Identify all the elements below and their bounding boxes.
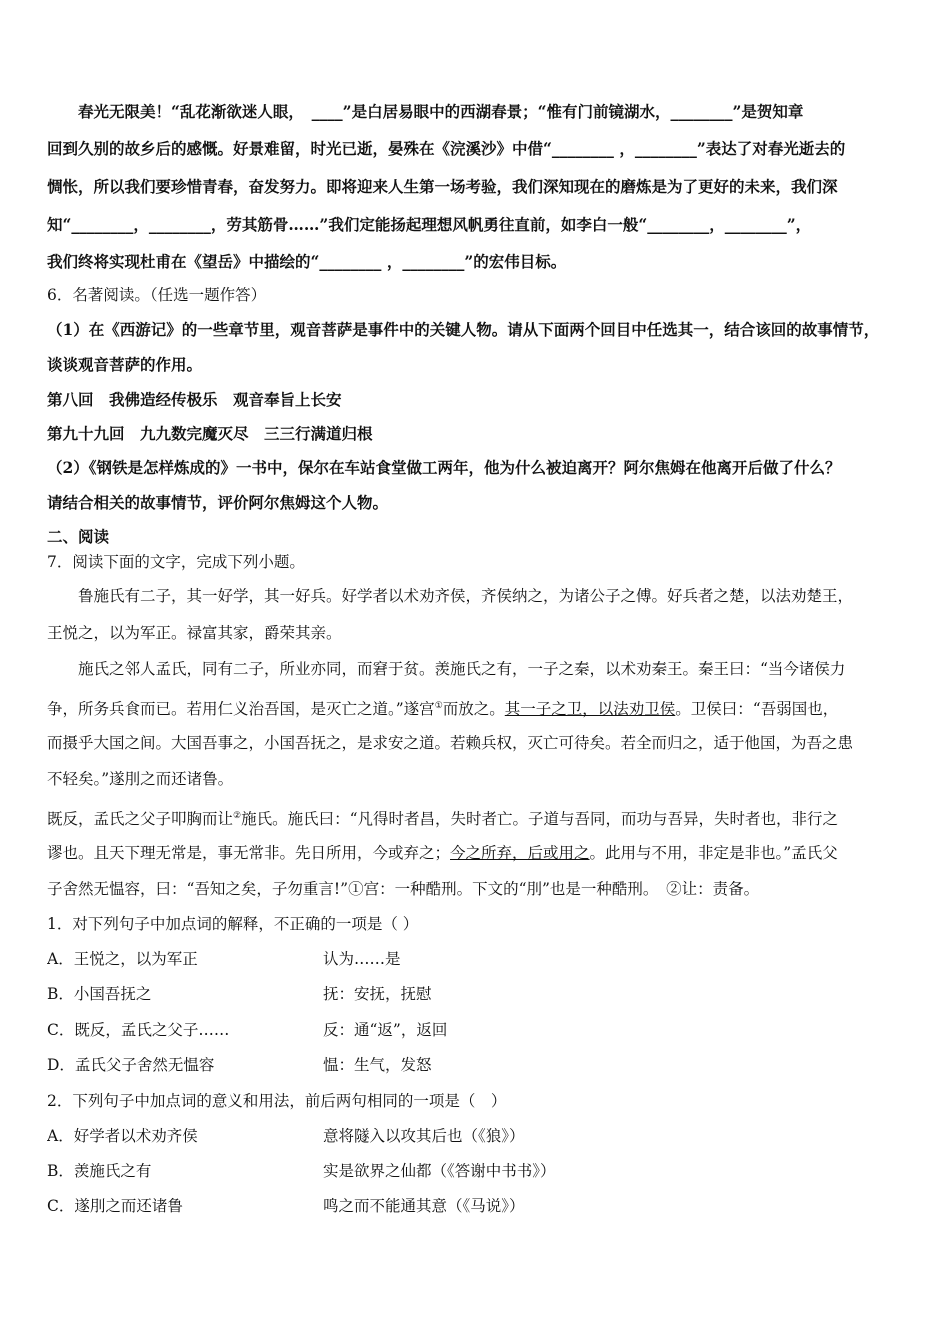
footnote-mark-2: ② bbox=[233, 811, 242, 821]
option-c-explanation: 反：通“返”，返回 bbox=[323, 1021, 448, 1039]
option-a-sentence: A．好学者以术劝齐侯 bbox=[47, 1127, 198, 1145]
passage-line-7 bbox=[47, 806, 913, 829]
passage-line-2: 王悦之，以为军正。禄富其家，爵荣其亲。 bbox=[47, 624, 342, 642]
option-a-comparison: 意将隧入以攻其后也（《狼》） bbox=[323, 1127, 525, 1145]
option-b-sentence: B．小国吾抚之 bbox=[47, 985, 152, 1003]
chapter-99-title: 第九十九回 九九数完魔灭尽 三三行满道归根 bbox=[47, 424, 373, 443]
subquestion-2-option-b bbox=[47, 1161, 913, 1181]
question-6-part1-line2: 谈谈观音菩萨的作用。 bbox=[47, 355, 203, 374]
subquestion-2-option-c bbox=[47, 1196, 913, 1216]
underlined-sentence-1: 其一子之卫，以法劝卫侯 bbox=[504, 700, 676, 719]
option-a-sentence: A．王悦之，以为军正 bbox=[47, 950, 198, 968]
option-c-sentence: C．既反，孟氏之父子…… bbox=[47, 1021, 230, 1039]
passage-line-8 bbox=[47, 843, 913, 863]
passage-line-3: 施氏之邻人孟氏，同有二子，所业亦同，而窘于贫。羡施氏之有，一子之秦，以术劝秦王。秦王曰：“当今诸侯力 bbox=[78, 660, 846, 678]
poem-fill-line-5: 我们终将实现杜甫在《望岳》中描绘的“________ ，________”的宏伟目标。 bbox=[47, 252, 567, 271]
option-d-sentence: D．孟氏父子舍然无愠容 bbox=[47, 1056, 215, 1074]
subquestion-1-option-c bbox=[47, 1020, 913, 1040]
subquestion-2-option-a bbox=[47, 1126, 913, 1146]
passage-line-4-start: 争，所务兵食而已。若用仁义治吾国，是灭亡之道。”遂宫 bbox=[47, 700, 435, 719]
poem-fill-line-3: 惆怅，所以我们要珍惜青春，奋发努力。即将迎来人生第一场考验，我们深知现在的磨炼是为了更好的未来，我们深 bbox=[47, 177, 838, 196]
passage-line-8-end: 。此用与不用，非定是非也。”孟氏父 bbox=[589, 844, 838, 862]
question-6-title: 6．名著阅读。（任选一题作答） bbox=[47, 286, 267, 304]
option-b-comparison: 实是欲界之仙都（《答谢中书书》） bbox=[323, 1162, 556, 1180]
chapter-8-title: 第八回 我佛造经传极乐 观音奉旨上长安 bbox=[47, 390, 342, 409]
subquestion-1-title: 1．对下列句子中加点词的解释，不正确的一项是（ ） bbox=[47, 915, 419, 933]
poem-fill-line-4: 知“________，________，劳其筋骨……”我们定能扬起理想风帆勇往直前，如李白一般“________，________”， bbox=[47, 215, 812, 234]
section-reading-heading: 二、阅读 bbox=[47, 527, 110, 546]
option-a-explanation: 认为……是 bbox=[323, 950, 401, 968]
passage-line-6: 不轻矣。”遂刖之而还诸鲁。 bbox=[47, 770, 234, 788]
option-c-sentence: C．遂刖之而还诸鲁 bbox=[47, 1197, 183, 1215]
passage-line-7-end: 施氏。施氏曰：“凡得时者昌，失时者亡。子道与吾同，而功与吾异，失时者也，非行之 bbox=[241, 810, 839, 829]
passage-line-5: 而摄乎大国之间。大国吾事之，小国吾抚之，是求安之道。若赖兵权，灭亡可待矣。若全而归之，适于他国，为吾之患 bbox=[47, 734, 854, 752]
question-6-part1-line1: （1）在《西游记》的一些章节里，观音菩萨是事件中的关键人物。请从下面两个回目中任选其一，结合该回的故事情节， bbox=[47, 320, 880, 339]
passage-line-9: 子舍然无愠容，曰：“吾知之矣，子勿重言!”①宫：一种酷刑。下文的“刖”也是一种酷刑。 ②让：责备。 bbox=[47, 880, 760, 898]
poem-fill-line-2: 回到久别的故乡后的感慨。好景难留，时光已逝，晏殊在《浣溪沙》中借“________ ，________”表达了对春光逝去的 bbox=[47, 139, 846, 158]
option-b-explanation: 抚：安抚，抚慰 bbox=[323, 985, 432, 1003]
passage-line-1: 鲁施氏有二子，其一好学，其一好兵。好学者以术劝齐侯，齐侯纳之，为诸公子之傅。好兵者之楚，以法劝楚王， bbox=[78, 587, 854, 605]
subquestion-1-option-b bbox=[47, 984, 913, 1004]
option-b-sentence: B．羡施氏之有 bbox=[47, 1162, 152, 1180]
subquestion-1-option-a bbox=[47, 949, 913, 969]
option-d-explanation: 愠：生气，发怒 bbox=[323, 1056, 432, 1074]
subquestion-1-option-d bbox=[47, 1055, 913, 1075]
passage-line-8-start: 谬也。且天下理无常是，事无常非。先日所用，今或弃之； bbox=[47, 844, 451, 862]
question-7-title: 7．阅读下面的文字，完成下列小题。 bbox=[47, 553, 305, 571]
underlined-sentence-2: 今之所弃，后或用之 bbox=[450, 844, 590, 862]
passage-line-4-end: 。卫侯曰：“吾弱国也， bbox=[675, 700, 839, 719]
footnote-mark-1: ① bbox=[434, 701, 443, 711]
poem-fill-line-1: 春光无限美！“乱花渐欲迷人眼， ____”是白居易眼中的西湖春景；“惟有门前镜湖水，________”是贺知章 bbox=[78, 102, 804, 121]
passage-line-4-mid: 而放之。 bbox=[442, 700, 505, 719]
question-6-part2-line1: （2）《钢铁是怎样炼成的》一书中，保尔在车站食堂做工两年，他为什么被迫离开？阿尔焦姆在他离开后做了什么？ bbox=[47, 458, 841, 477]
option-c-comparison: 鸣之而不能通其意（《马说》） bbox=[323, 1197, 525, 1215]
passage-line-4 bbox=[47, 696, 913, 719]
passage-line-7-start: 既反，孟氏之父子叩胸而让 bbox=[47, 810, 234, 829]
question-6-part2-line2: 请结合相关的故事情节，评价阿尔焦姆这个人物。 bbox=[47, 493, 389, 512]
subquestion-2-title: 2．下列句子中加点词的意义和用法，前后两句相同的一项是（ ） bbox=[47, 1092, 507, 1110]
